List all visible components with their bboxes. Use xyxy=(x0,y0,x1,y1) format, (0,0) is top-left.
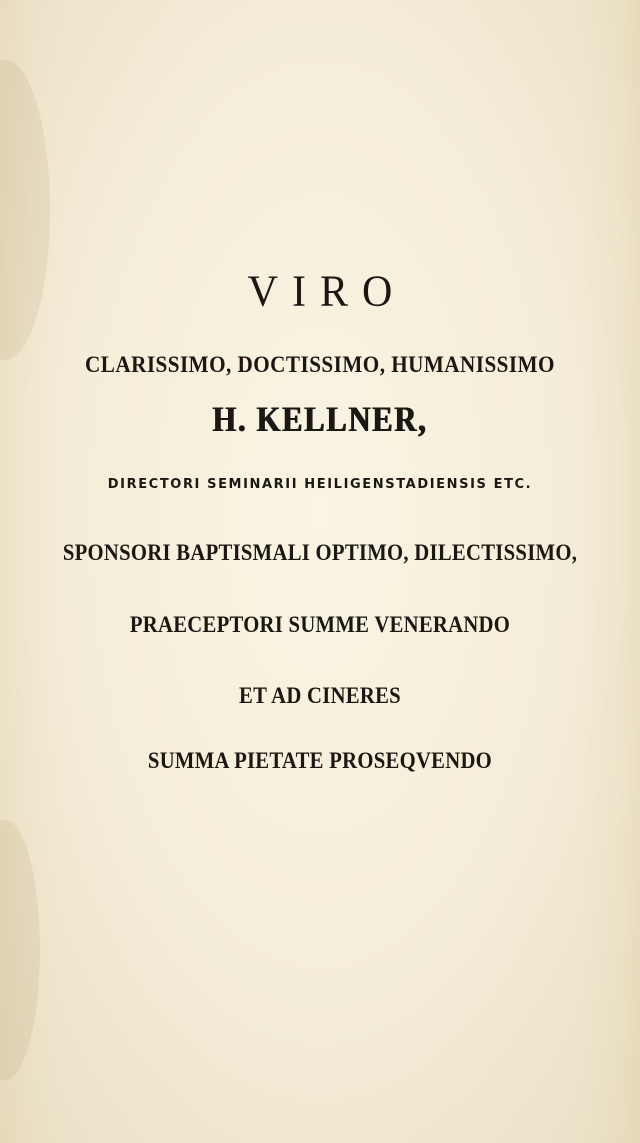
dedication-honorifics: CLARISSIMO, DOCTISSIMO, HUMANISSIMO xyxy=(85,352,555,377)
dedicatee-name xyxy=(48,398,592,440)
dedication-line-summa-pietate: SUMMA PIETATE PROSEQVENDO xyxy=(147,748,493,773)
dedication-viro: VIRO xyxy=(247,267,407,317)
paper-stain xyxy=(0,820,40,1080)
dedicatee-position: DIRECTORI SEMINARII HEILIGENSTADIENSIS ETC. xyxy=(107,477,533,492)
dedication-line-et-ad-cineres: ET AD CINERES xyxy=(239,683,401,708)
dedicatee-name-text: H. KELLNER, xyxy=(212,399,428,439)
show-through-texture xyxy=(60,370,620,930)
dedication-line-sponsori: SPONSORI BAPTISMALI OPTIMO, DILECTISSIMO, xyxy=(62,540,578,565)
dedication-line-praeceptori: PRAECEPTORI SUMME VENERANDO xyxy=(129,612,511,637)
